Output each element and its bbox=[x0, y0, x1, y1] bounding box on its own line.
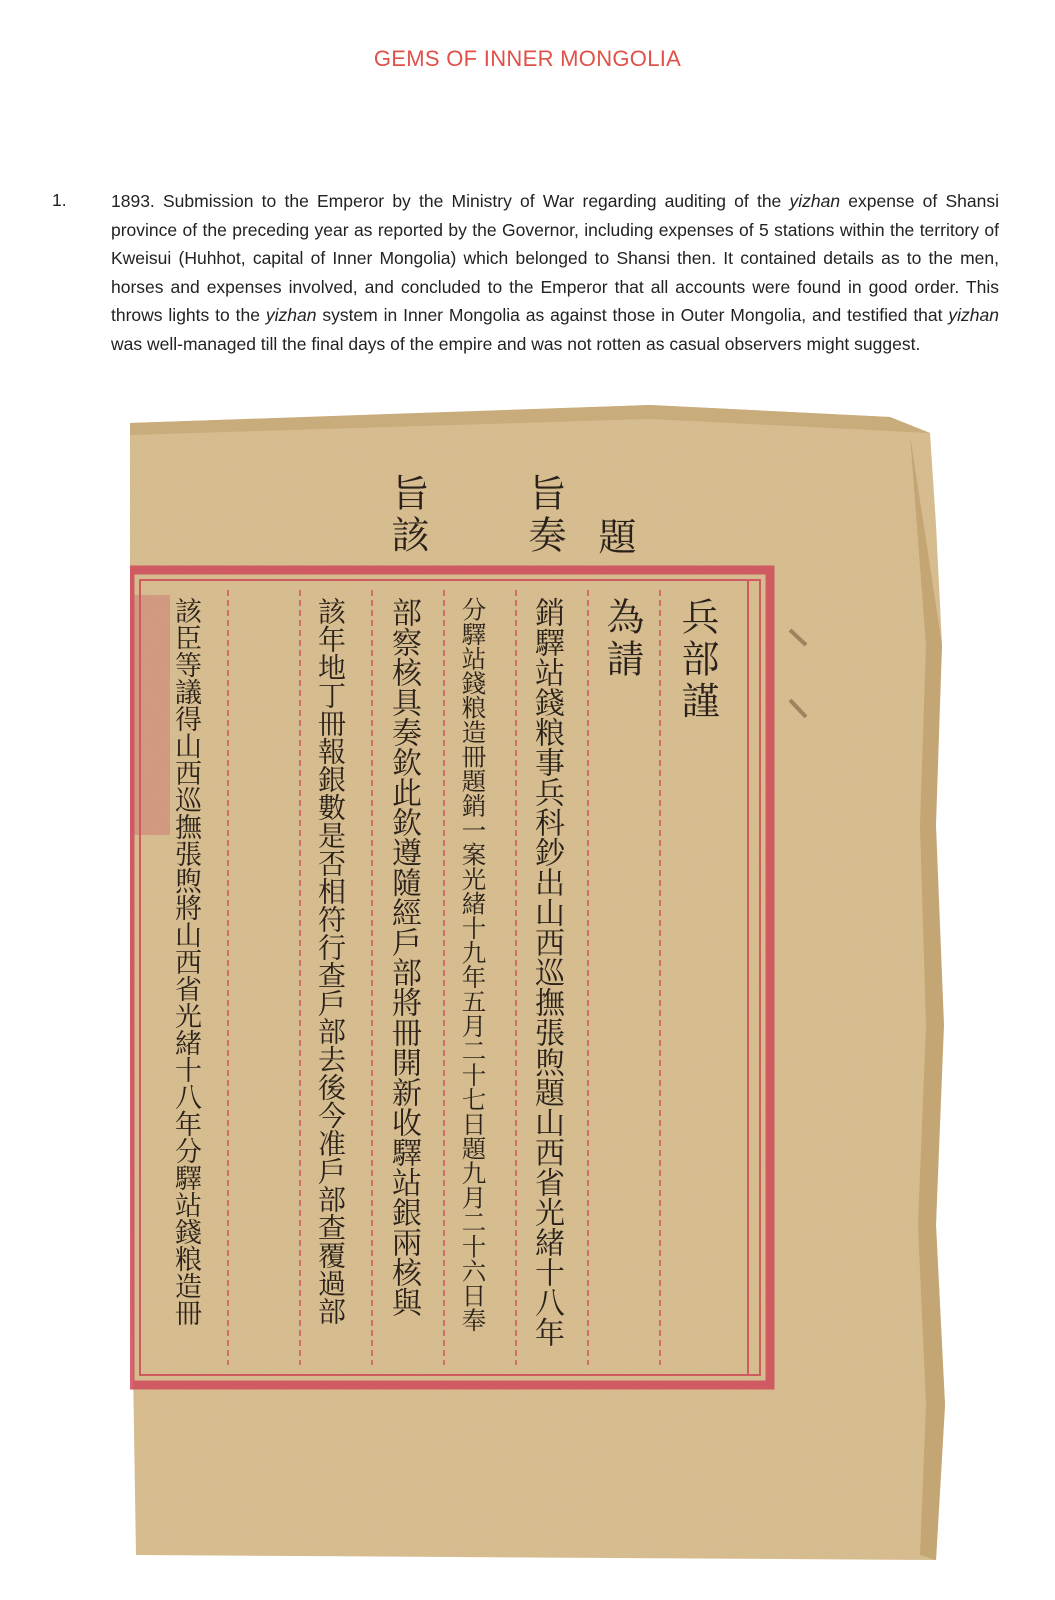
manuscript-upper-col-a: 旨該 bbox=[385, 473, 429, 557]
description-text-1: 1893. Submission to the Emperor by the Ministry of War regarding auditing of the bbox=[111, 191, 790, 211]
manuscript-column-7: 該臣等議得山西巡撫張煦將山西省光緒十八年分驛站錢粮造冊 bbox=[170, 597, 201, 1326]
manuscript-upper-col-c: 題 bbox=[592, 517, 636, 559]
manuscript-column-1: 兵部謹 bbox=[675, 597, 719, 723]
manuscript-column-3: 銷驛站錢粮事兵科鈔出山西巡撫張煦題山西省光緒十八年 bbox=[529, 597, 564, 1347]
manuscript-photo bbox=[130, 405, 970, 1560]
description-text-4: was well-managed till the final days of the empire and was not rotten as casual observers might suggest. bbox=[111, 333, 921, 354]
manuscript-column-2: 為請 bbox=[600, 597, 644, 681]
description-text-2: expense of Shansi province of the preceding year as reported by the Governor, including expenses of 5 stations within the territory of Kweisui (Huhhot, capital of Inner Mongolia) which belonged to Shansi then. It contained details as to the men, horses and expenses involved, and concluded to the Emperor that all accounts were found in good order. This throws lights to the bbox=[111, 191, 999, 326]
page-header-title: GEMS OF INNER MONGOLIA bbox=[373, 46, 682, 71]
item-number: 1. bbox=[52, 190, 67, 210]
manuscript-column-5: 部察核具奏欽此欽遵隨經戶部將冊開新收驛站銀兩核與 bbox=[386, 597, 421, 1317]
manuscript-upper-col-b: 旨奏 bbox=[522, 473, 566, 557]
seal-stamp bbox=[132, 595, 170, 835]
item-description bbox=[111, 187, 999, 359]
term-yizhan-3: yizhan bbox=[948, 305, 999, 326]
term-yizhan-2: yizhan bbox=[265, 305, 317, 326]
term-yizhan-1: yizhan bbox=[789, 191, 841, 211]
manuscript-column-4: 分驛站錢粮造冊題銷一案光緒十九年五月二十七日題九月二十六日奉 bbox=[458, 597, 488, 1332]
manuscript-column-6: 該年地丁冊報銀數是否相符行查戶部去後今准戶部查覆過部 bbox=[314, 597, 347, 1325]
description-text-3: system in Inner Mongolia as against those in Outer Mongolia, and testified that bbox=[316, 305, 949, 326]
